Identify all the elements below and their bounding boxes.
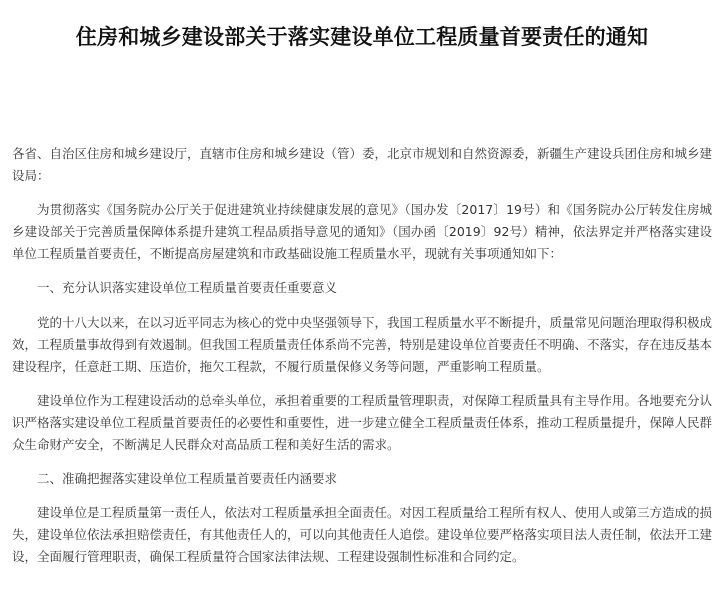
section-1-paragraph-2: 建设单位作为工程建设活动的总牵头单位，承担着重要的工程质量管理职责，对保障工程质量具有主导作用。各地要充分认识严格落实建设单位工程质量首要责任的必要性和重要性，进一步建立健全工程质量责任体系，推动工程质量提升，保障人民群众生命财产安全，不断满足人民群众对高品质工程和美好生活的需求。 (12, 392, 713, 452)
document-body (12, 143, 712, 568)
addressee-paragraph: 各省、自治区住房和城乡建设厅，直辖市住房和城乡建设（管）委，北京市规划和自然资源委，新疆生产建设兵团住房和城乡建设局： (12, 146, 713, 183)
section-2-heading: 二、准确把握落实建设单位工程质量首要责任内涵要求 (37, 470, 338, 486)
section-1-heading: 一、充分认识落实建设单位工程质量首要责任重要意义 (37, 280, 338, 295)
section-1-paragraph-1: 党的十八大以来，在以习近平同志为核心的党中央坚强领导下，我国工程质量水平不断提升，质量常见问题治理取得积极成效，工程质量事故得到有效遏制。但我国工程质量责任体系尚不完善，特别是建设单位首要责任不明确、不落实，存在违反基本建设程序，任意赶工期、压造价，拖欠工程款，不履行质量保修义务等问题，严重影响工程质量。 (12, 314, 713, 374)
intro-paragraph: 为贯彻落实《国务院办公厅关于促进建筑业持续健康发展的意见》（国办发〔2017〕19号）和《国务院办公厅转发住房城乡建设部关于完善质量保障体系提升建筑工程品质指导意见的通知》（国办函〔2019〕92号）精神，依法界定并严格落实建设单位工程质量首要责任，不断提高房屋建筑和市政基础设施工程质量水平，现就有关事项通知如下： (12, 202, 712, 261)
document-title: 住房和城乡建设部关于落实建设单位工程质量首要责任的通知 (75, 25, 649, 49)
section-2-paragraph-1: 建设单位是工程质量第一责任人，依法对工程质量承担全面责任。对因工程质量给工程所有权人、使用人或第三方造成的损失，建设单位依法承担赔偿责任，有其他责任人的，可以向其他责任人追偿。建设单位要严格落实项目法人责任制，依法开工建设，全面履行管理职责，确保工程质量符合国家法律法规、工程建设强制性标准和合同约定。 (12, 505, 713, 564)
